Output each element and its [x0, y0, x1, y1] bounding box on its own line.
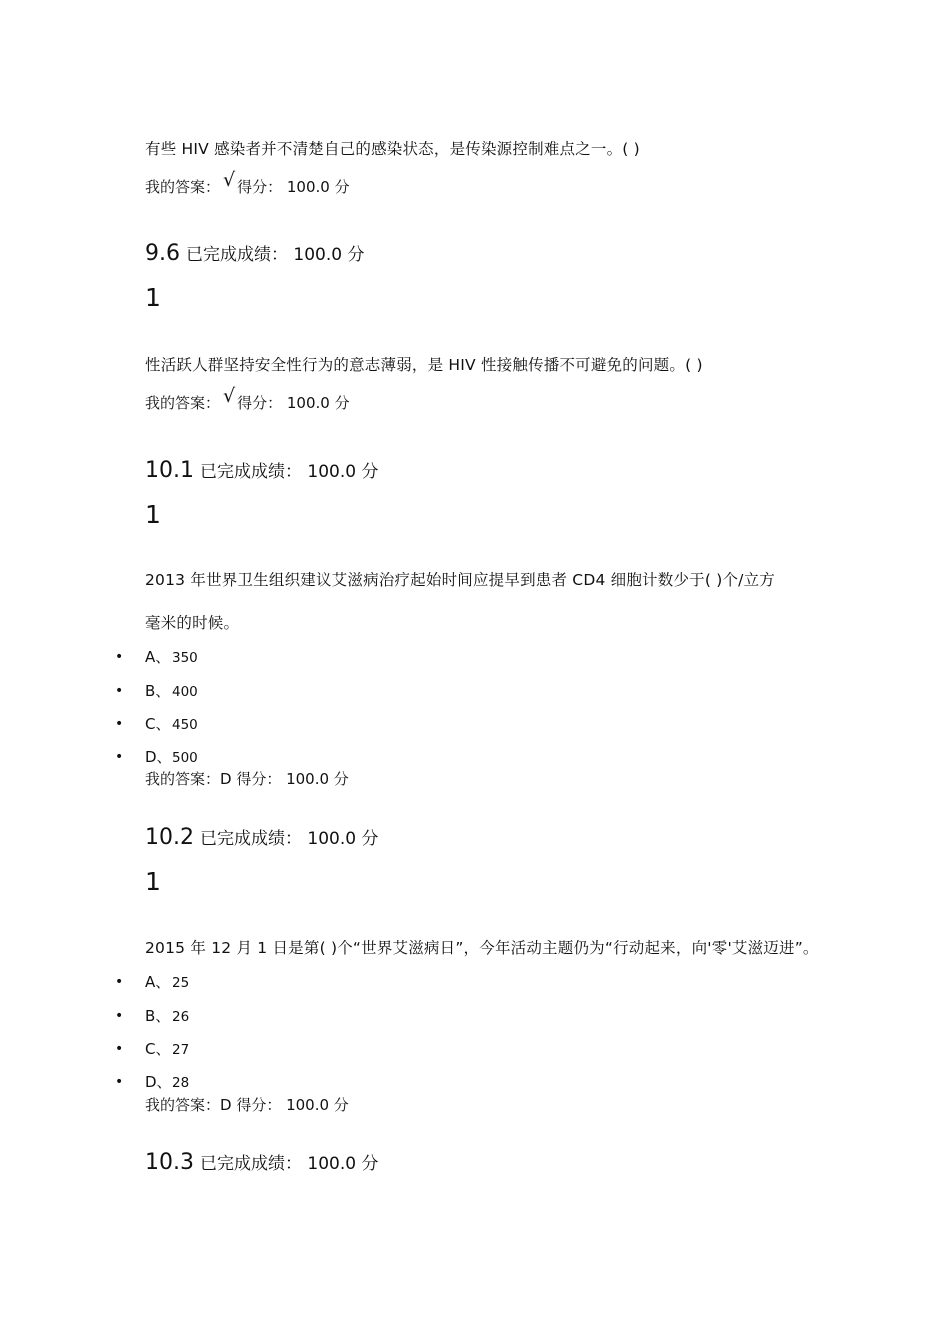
option-b: [115, 680, 198, 700]
question-number: 1: [145, 283, 161, 312]
option-value: 26: [172, 1009, 190, 1025]
option-c: [115, 1038, 190, 1058]
question-text-continued: 毫米的时候。: [145, 614, 240, 632]
option-label: B、: [145, 1007, 171, 1025]
question-text: 2013 年世界卫生组织建议艾滋病治疗起始时间应提早到患者 CD4 细胞计数少于( )个/立方: [145, 571, 775, 589]
option-value: 350: [172, 650, 198, 666]
answer-line: 我的答案：D 得分： 100.0 分: [145, 1096, 349, 1114]
checkmark-icon: √: [223, 169, 236, 191]
option-a: [115, 971, 190, 991]
section-status: 已完成成绩： 100.0 分: [199, 829, 379, 849]
section-heading: [145, 457, 378, 483]
checkmark-icon: √: [223, 385, 236, 407]
bullet: •: [115, 716, 124, 732]
option-label: D、: [145, 1073, 172, 1091]
bullet: •: [115, 1008, 124, 1024]
score-text: 得分： 100.0 分: [237, 178, 350, 196]
section-status: 已完成成绩： 100.0 分: [199, 1154, 379, 1174]
bullet: •: [115, 974, 124, 990]
option-value: 25: [172, 975, 190, 991]
bullet: •: [115, 649, 124, 665]
option-value: 27: [172, 1042, 190, 1058]
bullet: •: [115, 749, 124, 765]
answer-line: [145, 385, 350, 413]
option-label: C、: [145, 1040, 171, 1058]
option-d: [115, 746, 198, 766]
question-number: 1: [145, 867, 161, 896]
section-status: 已完成成绩： 100.0 分: [186, 245, 365, 265]
section-number: 10.2: [145, 825, 194, 850]
option-value: 500: [172, 750, 198, 766]
question-text: 2015 年 12 月 1 日是第( )个“世界艾滋病日”，今年活动主题仍为“行动起来，向'零'艾滋迈进”。: [145, 939, 819, 957]
bullet: •: [115, 1074, 124, 1090]
option-c: [115, 713, 198, 733]
bullet: •: [115, 683, 124, 699]
option-label: D、: [145, 748, 172, 766]
option-label: A、: [145, 648, 171, 666]
section-number: 10.3: [145, 1150, 194, 1175]
option-value: 450: [172, 717, 198, 733]
section-heading: [145, 824, 378, 850]
score-text: 得分： 100.0 分: [237, 394, 350, 412]
question-text: 有些 HIV 感染者并不清楚自己的感染状态，是传染源控制难点之一。( ): [145, 140, 640, 158]
section-heading: [145, 1149, 378, 1175]
option-label: A、: [145, 973, 171, 991]
section-number: 9.6: [145, 241, 180, 266]
option-value: 400: [172, 684, 198, 700]
question-text: 性活跃人群坚持安全性行为的意志薄弱，是 HIV 性接触传播不可避免的问题。( ): [145, 356, 703, 374]
question-number: 1: [145, 500, 161, 529]
answer-line: [145, 169, 350, 197]
answer-label: 我的答案：: [145, 394, 221, 412]
option-value: 28: [172, 1075, 190, 1091]
section-status: 已完成成绩： 100.0 分: [199, 462, 379, 482]
section-number: 10.1: [145, 458, 194, 483]
option-label: B、: [145, 682, 171, 700]
section-heading: [145, 240, 364, 266]
option-label: C、: [145, 715, 171, 733]
bullet: •: [115, 1041, 124, 1057]
answer-line: 我的答案：D 得分： 100.0 分: [145, 770, 349, 788]
answer-label: 我的答案：: [145, 178, 221, 196]
option-a: [115, 646, 198, 666]
option-b: [115, 1005, 190, 1025]
option-d: [115, 1071, 190, 1091]
